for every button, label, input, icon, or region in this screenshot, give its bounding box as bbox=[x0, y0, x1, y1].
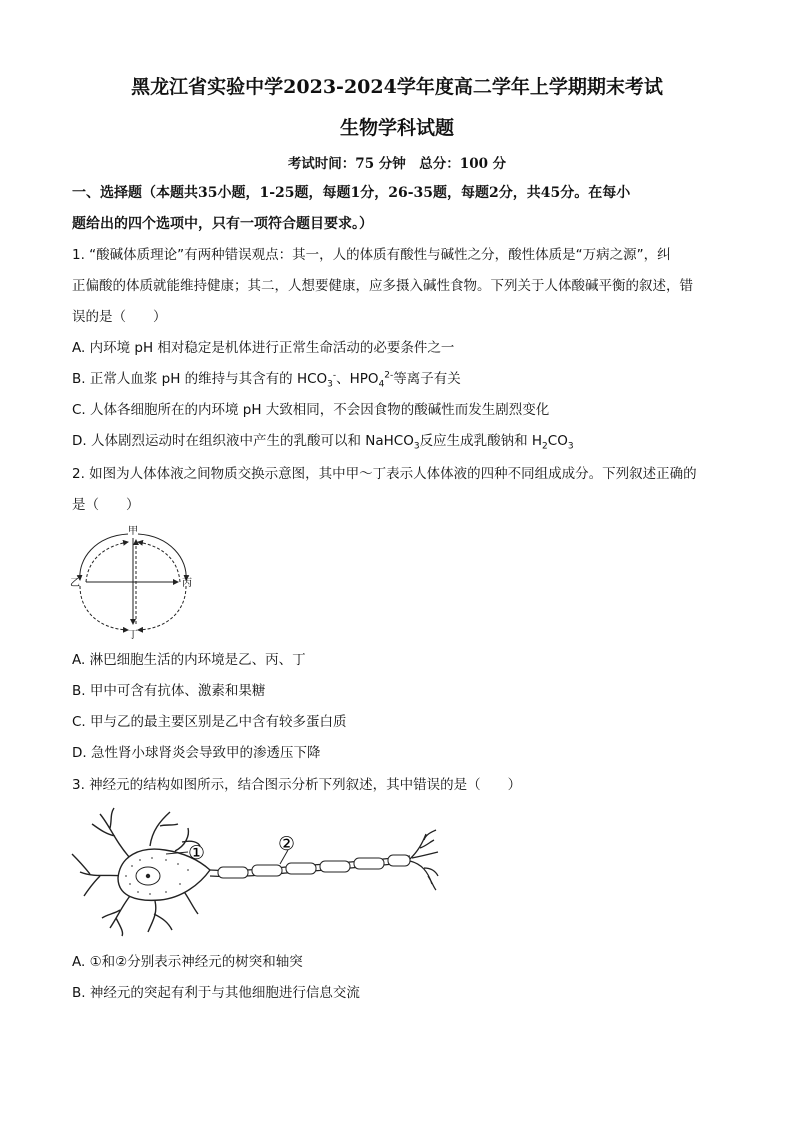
q1-option-b: B. 正常人血浆 pH 的维持与其含有的 $HCO_3^-$、$HPO_4^{2-}$等离子有关 bbox=[72, 370, 461, 390]
label-1: ① bbox=[188, 842, 206, 864]
exam-meta: 考试时间：75 分钟 总分：100 分 bbox=[287, 156, 507, 172]
q1-option-c: C. 人体各细胞所在的内环境 pH 大致相同，不会因食物的酸碱性而发生剧烈变化 bbox=[72, 402, 550, 418]
q1-stem-line1: 1. “酸碱体质理论”有两种错误观点：其一，人的体质有酸性与碱性之分，酸性体质是“万病之源”，纠 bbox=[72, 247, 671, 263]
label-jia: 甲 bbox=[128, 526, 138, 537]
label-ding: 丁 bbox=[128, 630, 138, 640]
q3-option-a: A. ①和②分别表示神经元的树突和轴突 bbox=[72, 954, 303, 970]
q2-stem-line2: 是（ ） bbox=[72, 497, 140, 513]
neuron-diagram bbox=[70, 806, 445, 938]
label-bing: 丙 bbox=[182, 578, 192, 589]
q3-option-b: B. 神经元的突起有利于与其他细胞进行信息交流 bbox=[72, 985, 360, 1001]
label-2: ② bbox=[278, 833, 296, 855]
q3-stem: 3. 神经元的结构如图所示，结合图示分析下列叙述，其中错误的是（ ） bbox=[72, 777, 522, 793]
label-yi: 乙 bbox=[70, 578, 80, 589]
q2-option-b: B. 甲中可含有抗体、激素和果糖 bbox=[72, 683, 266, 699]
q2-option-d: D. 急性肾小球肾炎会导致甲的渗透压下降 bbox=[72, 745, 321, 761]
body-fluid-diagram bbox=[70, 524, 200, 640]
section-heading-line2: 题给出的四个选项中，只有一项符合题目要求。） bbox=[72, 216, 373, 232]
section-heading-line1: 一、选择题（本题共35小题，1-25题，每题1分，26-35题，每题2分，共45分。在每小 bbox=[72, 185, 631, 201]
q2-stem-line1: 2. 如图为人体体液之间物质交换示意图，其中甲～丁表示人体体液的四种不同组成成分。下列叙述正确的 bbox=[72, 466, 697, 482]
q2-option-c: C. 甲与乙的最主要区别是乙中含有较多蛋白质 bbox=[72, 714, 347, 730]
q1-stem-line2: 正偏酸的体质就能维持健康；其二，人想要健康，应多摄入碱性食物。下列关于人体酸碱平衡的叙述，错 bbox=[72, 278, 693, 294]
q2-option-a: A. 淋巴细胞生活的内环境是乙、丙、丁 bbox=[72, 652, 306, 668]
q1-option-a: A. 内环境 pH 相对稳定是机体进行正常生命活动的必要条件之一 bbox=[72, 340, 455, 356]
exam-subtitle: 生物学科试题 bbox=[339, 117, 454, 139]
q1-stem-line3: 误的是（ ） bbox=[72, 309, 167, 325]
exam-title: 黑龙江省实验中学2023-2024学年度高二学年上学期期末考试 bbox=[131, 76, 663, 98]
q1-option-d: D. 人体剧烈运动时在组织液中产生的乳酸可以和 NaHCO$_3$反应生成乳酸钠和 $H_2CO_3$ bbox=[72, 433, 574, 452]
